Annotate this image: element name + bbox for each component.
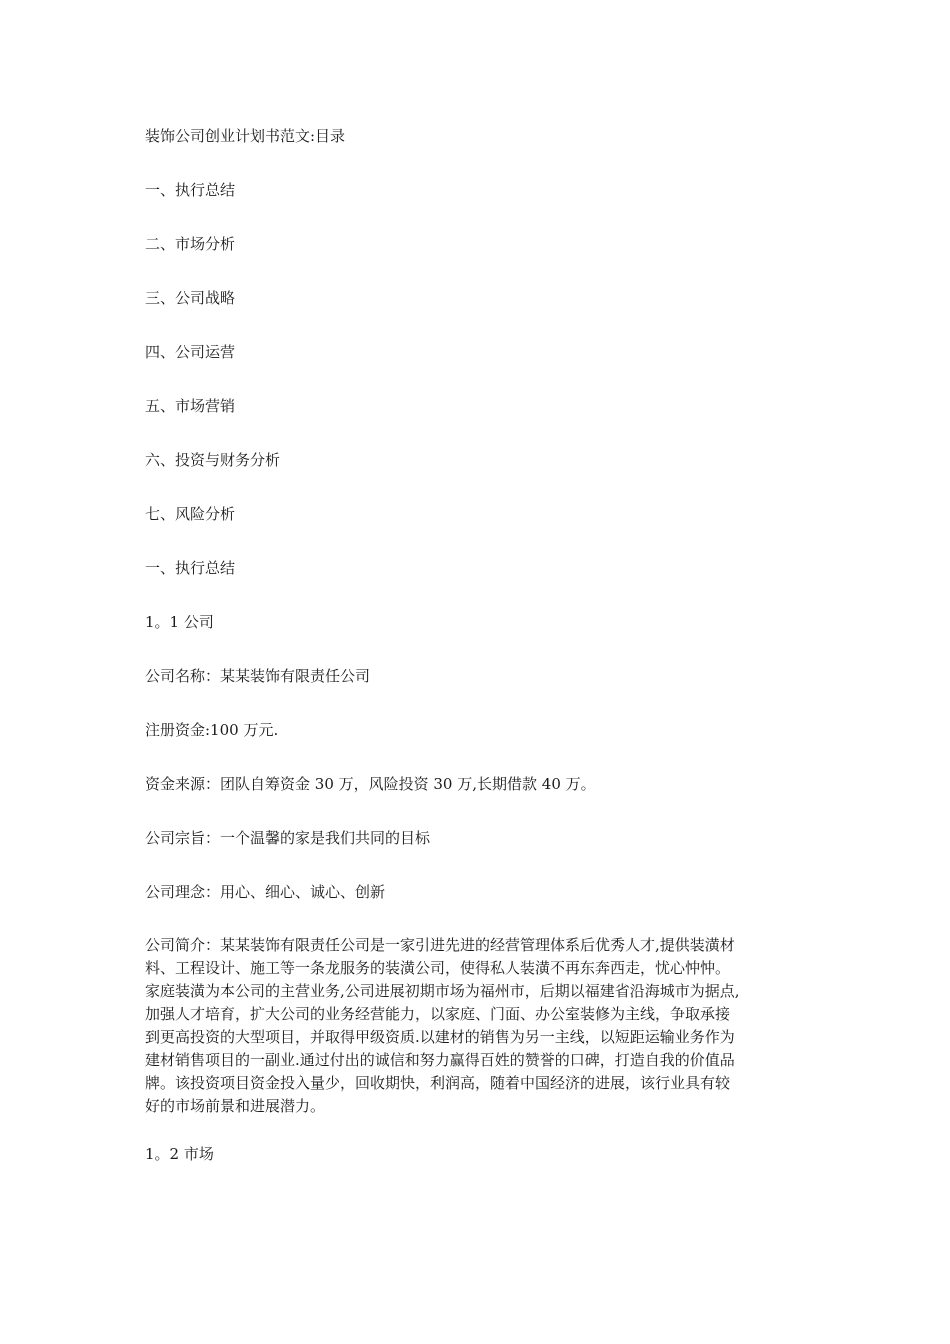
capital-source: 资金来源：团队自筹资金 30 万，风险投资 30 万,长期借款 40 万。: [145, 775, 596, 793]
intro-line: 家庭装潢为本公司的主营业务,公司进展初期市场为福州市，后期以福建省沿海城市为据点,: [145, 982, 740, 1000]
intro-line: 公司简介：某某装饰有限责任公司是一家引进先进的经营管理体系后优秀人才,提供装潢材: [145, 936, 735, 954]
subsection-heading-market: 1。2 市场: [145, 1145, 214, 1163]
intro-line: 到更高投资的大型项目，并取得甲级资质.以建材的销售为另一主线，以短距运输业务作为: [145, 1028, 735, 1046]
subsection-heading-company: 1。1 公司: [145, 613, 214, 631]
toc-item-7: 七、风险分析: [145, 505, 236, 523]
toc-item-5: 五、市场营销: [145, 397, 236, 415]
intro-line: 加强人才培育，扩大公司的业务经营能力，以家庭、门面、办公室装修为主线，争取承接: [145, 1005, 731, 1023]
section-heading-executive-summary: 一、执行总结: [145, 559, 236, 577]
registered-capital: 注册资金:100 万元.: [145, 721, 279, 739]
company-concept: 公司理念：用心、细心、诚心、创新: [145, 883, 386, 901]
intro-line: 牌。该投资项目资金投入量少，回收期快，利润高，随着中国经济的进展，该行业具有较: [145, 1074, 731, 1092]
toc-item-6: 六、投资与财务分析: [145, 451, 281, 469]
toc-item-3: 三、公司战略: [145, 289, 236, 307]
company-purpose: 公司宗旨：一个温馨的家是我们共同的目标: [145, 829, 431, 847]
intro-line: 料、工程设计、施工等一条龙服务的装潢公司，使得私人装潢不再东奔西走，忧心忡忡。: [145, 959, 731, 977]
toc-item-2: 二、市场分析: [145, 235, 236, 253]
company-intro-paragraph: [145, 934, 815, 1118]
company-name: 公司名称：某某装饰有限责任公司: [145, 667, 371, 685]
toc-item-1: 一、执行总结: [145, 181, 236, 199]
intro-line: 建材销售项目的一副业.通过付出的诚信和努力赢得百姓的赞誉的口碑，打造自我的价值品: [145, 1051, 735, 1069]
document-body: [145, 124, 815, 1196]
intro-line: 好的市场前景和进展潜力。: [145, 1097, 326, 1115]
toc-item-4: 四、公司运营: [145, 343, 236, 361]
document-title: 装饰公司创业计划书范文:目录: [145, 127, 346, 145]
